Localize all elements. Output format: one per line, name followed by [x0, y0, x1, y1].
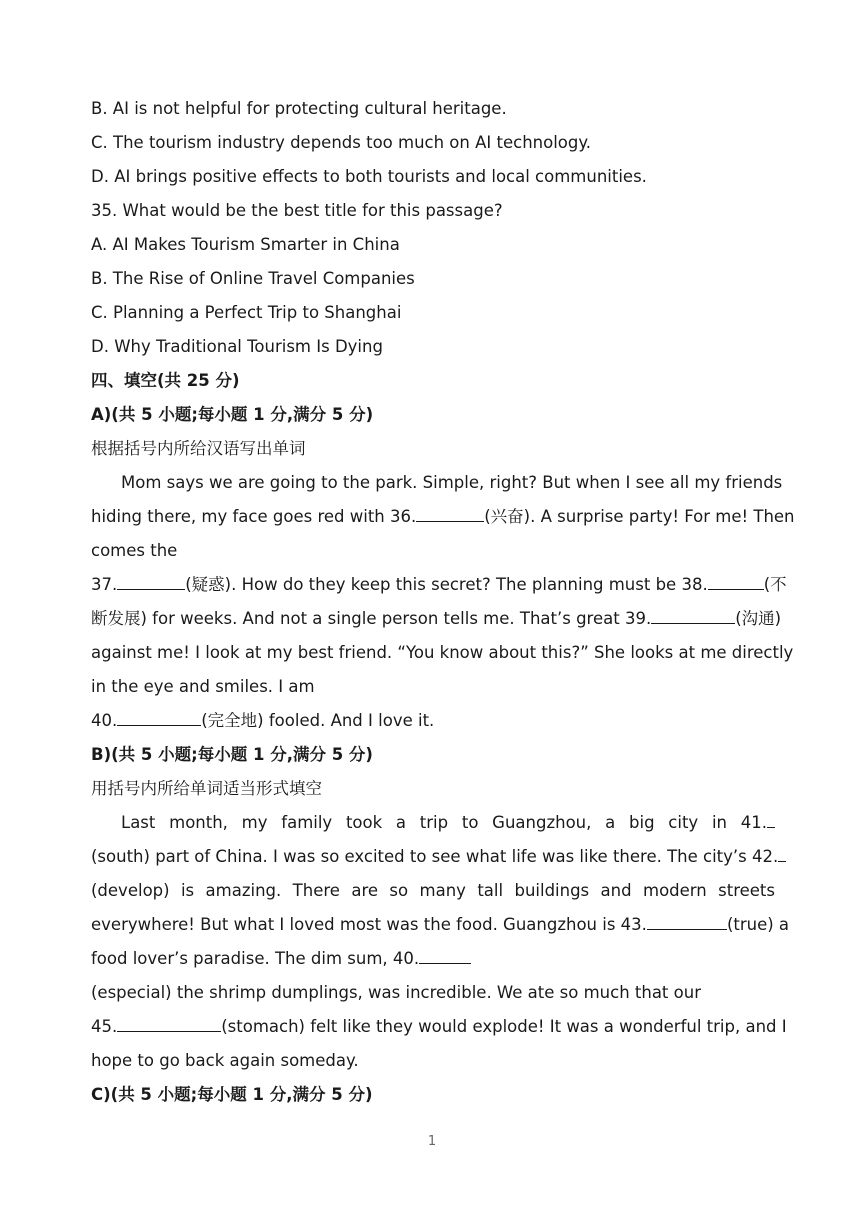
partA-line-5: 断发展) for weeks. And not a single person tells me. That’s great 39. (沟通)	[91, 609, 782, 628]
q35-option-c: C. Planning a Perfect Trip to Shanghai	[91, 303, 402, 322]
partB-line-4: everywhere! But what I loved most was the food. Guangzhou is 43. (true) a	[91, 915, 790, 934]
blank-45[interactable]	[117, 1017, 221, 1032]
partA-line-6: against me! I look at my best friend. “You know about this?” She looks at me directly	[91, 643, 794, 662]
partB-instruction: 用括号内所给单词适当形式填空	[91, 779, 322, 798]
partB-line-6: (especial) the shrimp dumplings, was incredible. We ate so much that our	[91, 983, 701, 1002]
partA-line-1: Mom says we are going to the park. Simple, right? But when I see all my friends	[121, 473, 783, 492]
partB-title: B)(共 5 小题;每小题 1 分,满分 5 分)	[91, 745, 373, 764]
partC-title: C)(共 5 小题;每小题 1 分,满分 5 分)	[91, 1085, 373, 1104]
blank-43[interactable]	[647, 915, 727, 930]
partA-line-3: comes the	[91, 541, 178, 560]
blank-42[interactable]	[778, 847, 786, 862]
partB-line-7: 45. (stomach) felt like they would explode! It was a wonderful trip, and I	[91, 1017, 787, 1036]
partA-title: A)(共 5 小题;每小题 1 分,满分 5 分)	[91, 405, 374, 424]
blank-44[interactable]	[419, 949, 471, 964]
q35-option-a: A. AI Makes Tourism Smarter in China	[91, 235, 400, 254]
partA-line-7: in the eye and smiles. I am	[91, 677, 315, 696]
section4-title: 四、填空(共 25 分)	[91, 371, 240, 390]
partB-line-2: (south) part of China. I was so excited to see what life was like there. The city’s 42.	[91, 840, 775, 874]
q35-question: 35. What would be the best title for this passage?	[91, 201, 503, 220]
partB-line-5: food lover’s paradise. The dim sum, 40.	[91, 942, 775, 976]
blank-40[interactable]	[117, 711, 201, 726]
q34-option-c: C. The tourism industry depends too much on AI technology.	[91, 133, 592, 152]
partB-line-8: hope to go back again someday.	[91, 1051, 359, 1070]
blank-37[interactable]	[117, 575, 185, 590]
partA-line-4: 37. (疑惑). How do they keep this secret? The planning must be 38. (不	[91, 575, 787, 594]
blank-41[interactable]	[767, 813, 775, 828]
partA-instruction: 根据括号内所给汉语写出单词	[91, 439, 306, 458]
page-number: 1	[427, 1134, 437, 1149]
q35-option-d: D. Why Traditional Tourism Is Dying	[91, 337, 383, 356]
partB-line-3: (develop) is amazing. There are so many tall buildings and modern streets	[91, 881, 775, 900]
blank-36[interactable]	[416, 507, 484, 522]
blank-38[interactable]	[708, 575, 764, 590]
partA-line-8: 40. (完全地) fooled. And I love it.	[91, 711, 435, 730]
blank-39[interactable]	[651, 609, 735, 624]
document-page	[91, 92, 795, 1112]
q35-option-b: B. The Rise of Online Travel Companies	[91, 269, 415, 288]
partB-line-1: Last month, my family took a trip to Guangzhou, a big city in 41.	[91, 806, 775, 840]
q34-option-b: B. AI is not helpful for protecting cultural heritage.	[91, 99, 507, 118]
partA-line-2: hiding there, my face goes red with 36. (兴奋). A surprise party! For me! Then	[91, 507, 795, 526]
q34-option-d: D. AI brings positive effects to both tourists and local communities.	[91, 167, 647, 186]
